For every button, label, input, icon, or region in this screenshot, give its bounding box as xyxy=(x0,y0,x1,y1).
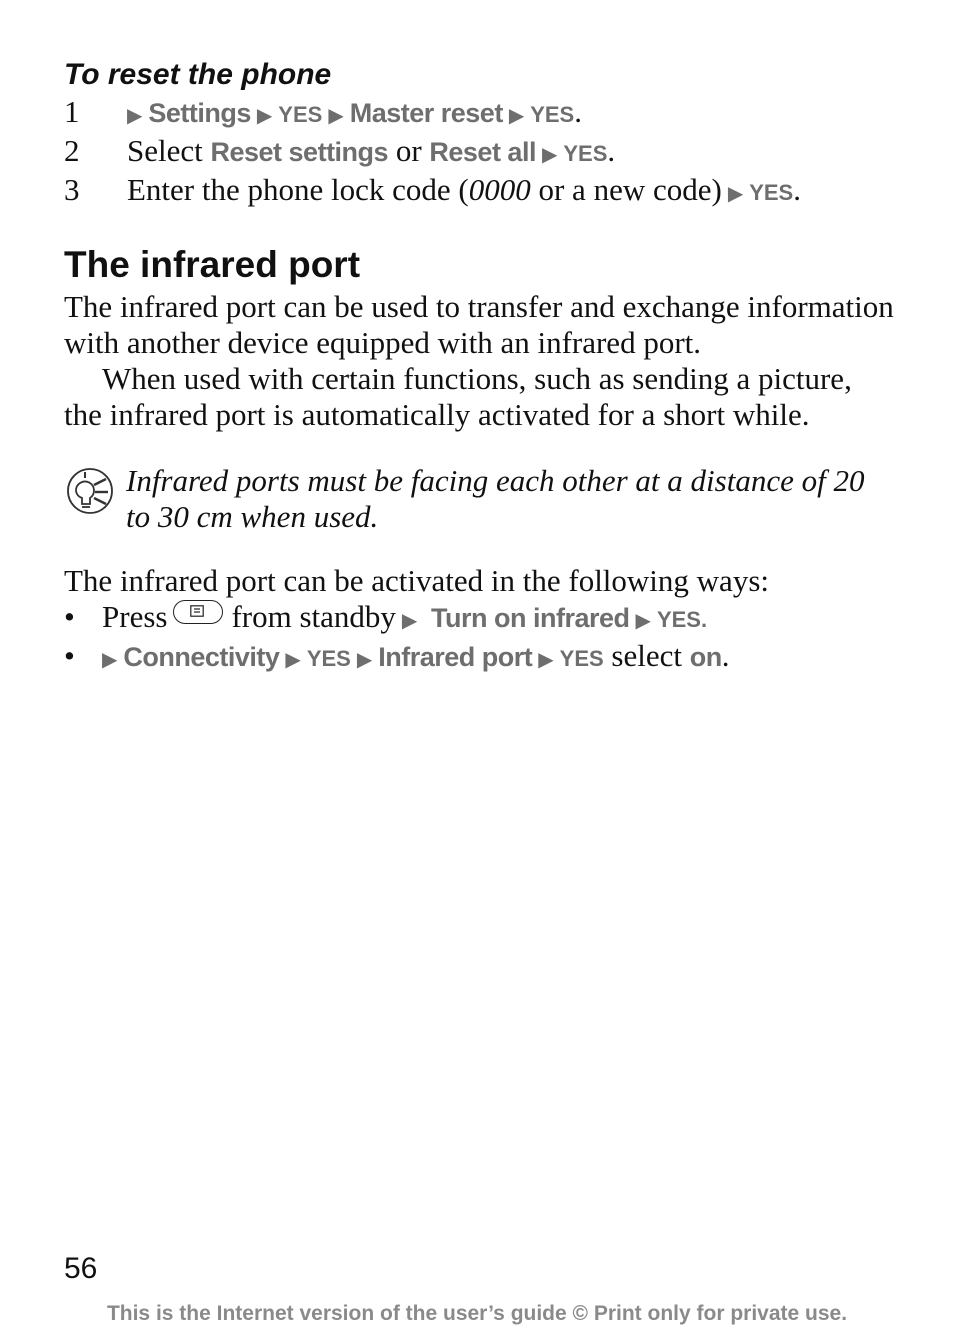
footer-notice: This is the Internet version of the user’s guide © Print only for private use. xyxy=(106,1302,848,1325)
section-heading: The infrared port xyxy=(64,244,361,285)
yes-key: YES xyxy=(749,180,794,205)
arrow-icon: ▶ xyxy=(401,608,418,632)
menu-turn-on-infrared: Turn on infrared xyxy=(431,603,630,633)
activation-ways xyxy=(64,563,894,677)
arrow-icon: ▶ xyxy=(538,647,554,671)
period: . xyxy=(721,638,730,673)
ways-intro: The infrared port can be activated in the following ways: xyxy=(64,563,769,598)
arrow-icon: ▶ xyxy=(102,647,118,671)
reset-steps xyxy=(64,94,894,211)
menu-connectivity: Connectivity xyxy=(123,642,280,672)
yes-key: YES xyxy=(559,646,604,671)
conjunction: or xyxy=(388,133,430,168)
page-content xyxy=(64,56,894,677)
step-number: 3 xyxy=(64,172,80,207)
menu-settings: Settings xyxy=(148,98,251,128)
tip-note xyxy=(64,463,894,535)
arrow-icon: ▶ xyxy=(508,103,525,127)
arrow-icon: ▶ xyxy=(635,608,651,632)
step-number: 1 xyxy=(64,94,80,129)
bullet-dot: • xyxy=(64,599,75,634)
arrow-icon: ▶ xyxy=(285,647,301,671)
menu-reset-all: Reset all xyxy=(429,137,536,167)
step-text xyxy=(127,133,615,172)
bullet-dot: • xyxy=(64,638,75,673)
bullet-item xyxy=(64,599,894,638)
menu-on: on xyxy=(689,642,722,672)
paragraph-2: When used with certain functions, such as sending a picture, the infrared port is automatically activated for a short while. xyxy=(64,361,852,432)
reset-title: To reset the phone xyxy=(64,58,332,91)
arrow-icon: ▶ xyxy=(727,181,744,205)
arrow-icon: ▶ xyxy=(256,103,273,127)
from-standby: from standby xyxy=(231,599,396,634)
arrow-icon: ▶ xyxy=(541,142,558,166)
select-word: select xyxy=(603,638,690,673)
period: . xyxy=(607,133,616,168)
lightbulb-tip-icon xyxy=(64,463,126,535)
arrow-icon: ▶ xyxy=(328,103,344,127)
step-3 xyxy=(64,172,894,211)
arrow-icon: ▶ xyxy=(127,103,143,127)
lock-code: 0000 xyxy=(468,172,531,207)
step-2 xyxy=(64,133,894,172)
bullet-text xyxy=(102,599,707,638)
yes-key: YES xyxy=(306,646,351,671)
menu-infrared-port: Infrared port xyxy=(378,642,533,672)
yes-key: YES xyxy=(530,102,575,127)
period: . xyxy=(574,94,582,129)
step-text xyxy=(127,172,801,211)
step-1 xyxy=(64,94,894,133)
yes-key: YES xyxy=(278,102,323,127)
yes-key: YES. xyxy=(656,607,708,632)
press-word: Press xyxy=(102,599,168,634)
menu-reset-settings: Reset settings xyxy=(210,137,389,167)
menu-master-reset: Master reset xyxy=(349,98,503,128)
step-verb: Select xyxy=(127,133,211,168)
step-post: or a new code) xyxy=(530,172,722,207)
menu-key-icon xyxy=(173,600,223,624)
bullet-item xyxy=(64,638,894,677)
step-text xyxy=(127,94,582,133)
page-number: 56 xyxy=(64,1252,98,1285)
period: . xyxy=(793,172,801,207)
yes-key: YES xyxy=(563,141,608,166)
step-pre: Enter the phone lock code ( xyxy=(127,172,469,207)
step-number: 2 xyxy=(64,133,80,168)
bullet-text xyxy=(102,638,730,677)
tip-text: Infrared ports must be facing each other at a distance of 20 to 30 cm when used. xyxy=(126,463,865,534)
arrow-icon: ▶ xyxy=(356,647,373,671)
paragraph-1: The infrared port can be used to transfer and exchange information with another device equipped with an infrared port. xyxy=(64,289,894,360)
